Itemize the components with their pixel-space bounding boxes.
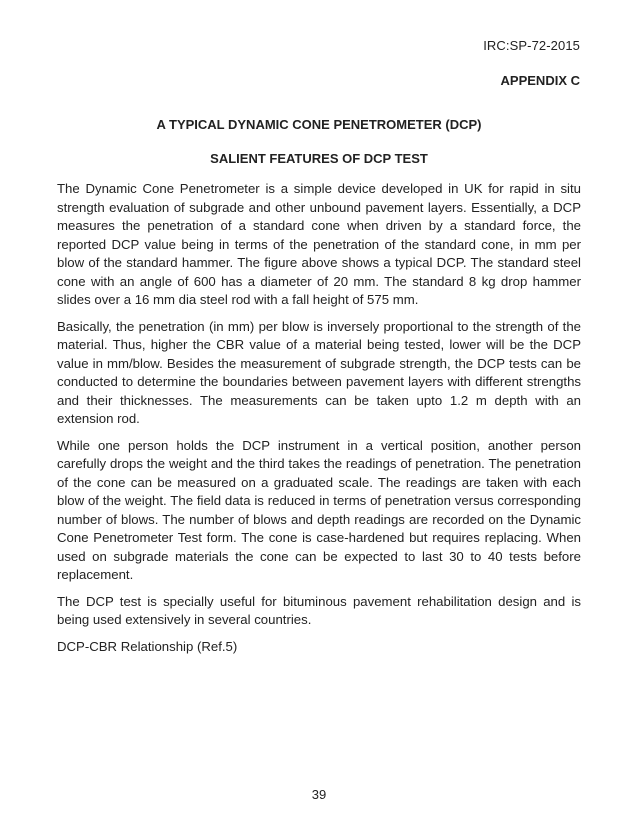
paragraph-relationship: DCP-CBR Relationship (Ref.5) [57, 638, 238, 654]
document-code: IRC:SP-72-2015 [483, 38, 580, 53]
body-text [57, 180, 581, 664]
page-number: 39 [311, 787, 327, 802]
paragraph-principle: Basically, the penetration (in mm) per blow is inversely proportional to the strength of the material. Thus, higher the CBR value of a material being tested, lower will be the DCP value in mm/blow. Besides the measurement of subgrade strength, the DCP tests can be conducted to determine the boundaries between pavement layers with different strengths and their thicknesses. The measurements can be taken upto 1.2 m depth with an extension rod. [57, 318, 581, 426]
paragraph-procedure: While one person holds the DCP instrument in a vertical position, another person carefully drops the weight and the third takes the readings of penetration. The penetration of the cone can be measured on a graduated scale. The readings are taken with each blow of the weight. The field data is reduced in terms of penetration versus corresponding number of blows. The number of blows and depth readings are recorded on the Dynamic Cone Penetrometer Test form. The cone is case-hardened but requires replacing. When used on subgrade materials the cone can be expected to last 30 to 40 tests before replacement. [57, 437, 581, 582]
section-subtitle: SALIENT FEATURES OF DCP TEST [210, 151, 428, 166]
paragraph-usage: The DCP test is specially useful for bituminous pavement rehabilitation design and is being used extensively in several countries. [57, 593, 581, 627]
page-title: A TYPICAL DYNAMIC CONE PENETROMETER (DCP) [156, 117, 482, 132]
paragraph-intro: The Dynamic Cone Penetrometer is a simple device developed in UK for rapid in situ strength evaluation of subgrade and other unbound pavement layers. Essentially, a DCP measures the penetration of a standard cone when driven by a standard force, the reported DCP value being in terms of the penetration of the standard cone, in mm per blow of the standard hammer. The figure above shows a typical DCP. The standard steel cone with an angle of 600 has a diameter of 20 mm. The standard 8 kg drop hammer slides over a 16 mm dia steel rod with a fall height of 575 mm. [57, 181, 581, 307]
appendix-label: APPENDIX C [500, 73, 580, 88]
